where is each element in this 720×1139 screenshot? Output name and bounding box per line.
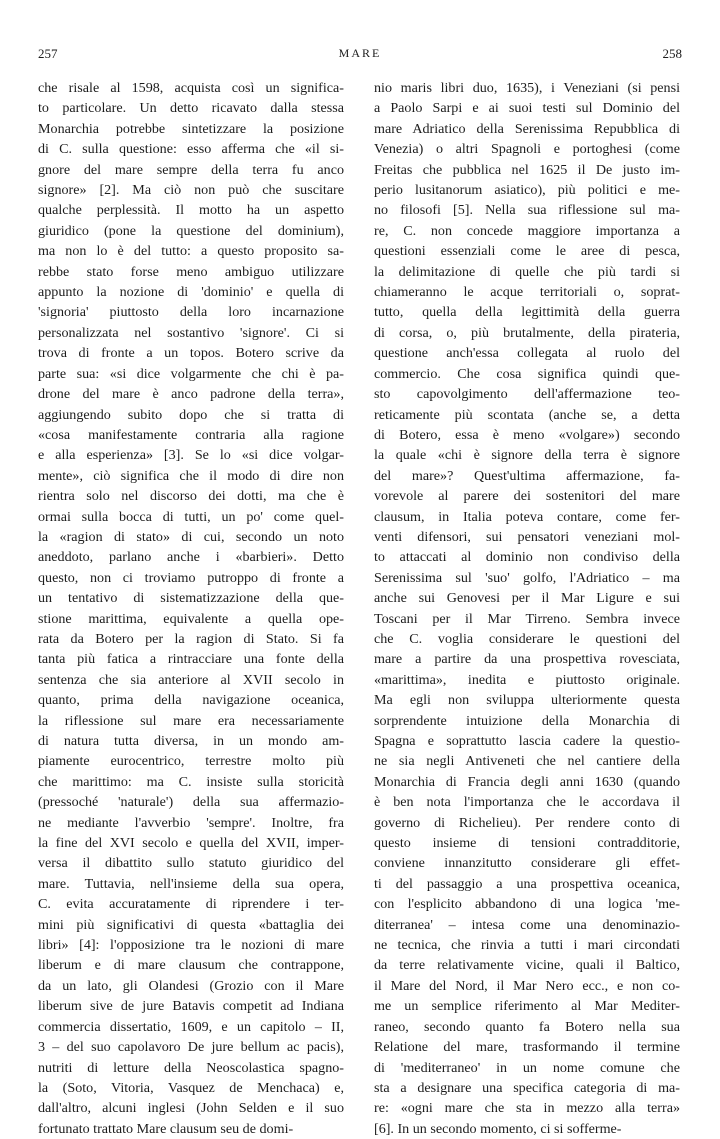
text-line: a Paolo Sarpi e ai suoi testi sul Dominio del (374, 100, 680, 117)
text-line: di Botero, essa è meno «volgare») secondo (374, 426, 680, 443)
text-line: fortunato trattato Mare clausum seu de domi- (38, 1120, 294, 1137)
text-line: vorevole al parere dei sostenitori del mare (374, 488, 680, 505)
text-line: è ben nota l'importanza che le accordava il (374, 794, 680, 811)
text-line: di corsa, o, più brutalmente, della pirateria, (374, 324, 680, 341)
text-line: venti difensori, sui pensatori veneziani mol- (374, 528, 680, 545)
text-line: la (Soto, Vitoria, Vasquez de Menchaca) e, (38, 1079, 344, 1096)
text-line: sentenza che sia anteriore al XVII secolo in (38, 671, 344, 688)
page-number-right: 258 (662, 46, 682, 61)
text-line: aneddoto, parlano anche i «barbieri». Detto (38, 549, 344, 566)
text-line: chiameranno le acque territoriali o, soprat- (374, 284, 680, 301)
running-header (38, 46, 682, 66)
text-line: signore» [2]. Ma ciò non può che suscitare (38, 182, 344, 199)
text-line: la riflessione sul mare era necessariamente (38, 712, 344, 729)
text-line: sto capovolgimento dell'affermazione teo- (374, 386, 680, 403)
text-line: Spagna e soprattutto lascia cadere la questio- (374, 733, 680, 749)
text-line: la quale «chi è signore della terra è signore (374, 447, 680, 464)
text-line: tutto, quella della legittimità della guerra (374, 304, 680, 321)
text-line: governo di Richelieu). Per rendere conto di (374, 814, 680, 831)
text-line: rientra solo nel discorso dei dotti, ma che è (38, 488, 344, 505)
text-line: Ma egli non sviluppa ulteriormente questa (374, 692, 680, 709)
text-line: stione marittima, equivalente a quella ope- (38, 610, 344, 627)
text-line: «marittima», inedita e piuttosto originale. (374, 671, 680, 688)
text-line: giuridico (pone la questione del dominium), (38, 222, 344, 239)
text-line: di C. sulla questione: esso afferma che «il si- (38, 141, 344, 158)
text-line: di 'mediterraneo' in un nome comune che (374, 1059, 680, 1076)
text-line: il Mare del Nord, il Mar Nero ecc., e non co- (374, 977, 680, 994)
text-line: appunto la nozione di 'dominio' e quella di (38, 284, 344, 301)
text-line: 'signoria' piuttosto della loro incarnazione (38, 304, 344, 321)
text-line: 3 – del suo capolavoro De jure bellum ac pacis), (38, 1039, 344, 1056)
text-line: commercio. Che cosa significa quindi que- (374, 365, 680, 382)
text-line: mare. Tuttavia, nell'insieme della sua opera, (38, 875, 344, 892)
text-line: gnore del mare sempre della terra fu anco (38, 161, 344, 178)
text-line: di natura tutta diversa, in un mondo am- (38, 733, 344, 749)
text-line: Monarchia potrebbe sintetizzare la posizione (38, 120, 344, 137)
text-line: questione anch'essa collegata al ruolo del (374, 345, 680, 362)
text-line: mare Adriatico della Serenissima Repubblica di (374, 120, 680, 137)
text-line: «cosa manifestamente contraria alla ragione (38, 426, 344, 443)
text-line: C. evita accuratamente di riprendere i ter- (38, 896, 344, 913)
text-line: diterranea' – intesa come una denominazio- (374, 916, 680, 933)
running-title: MARE (338, 46, 382, 60)
text-line: dall'altro, alcuni inglesi (John Selden e il suo (38, 1100, 344, 1117)
text-line: quanto, prima della navigazione oceanica, (38, 692, 344, 709)
text-line: rebbe stato forse meno ambiguo utilizzare (38, 263, 344, 280)
text-line: Toscani per il Mar Tirreno. Sembra invece (374, 610, 680, 627)
text-line: la «ragion di stato» di cui, secondo un noto (38, 528, 344, 545)
text-line: me un semplice riferimento al Mar Mediter- (374, 998, 680, 1015)
text-line: versa il dibattito sullo statuto giuridico del (38, 855, 344, 872)
text-line: da un lato, gli Olandesi (Grozio con il Mare (38, 977, 344, 994)
text-line: liberum sive de jure Batavis competit ad Indiana (38, 998, 344, 1015)
text-line: da terre relativamente vicine, quali il Baltico, (374, 957, 680, 974)
text-line: raneo, secondo quanto fa Botero nella sua (374, 1018, 680, 1035)
text-line: con l'esplicito abbandono di una logica 'me- (374, 896, 680, 913)
text-line: ne sia negli Antiveneti che nel cantiere della (374, 753, 680, 770)
text-line: che C. voglia considerare le questioni del (374, 630, 680, 647)
text-line: qualche perplessità. Il motto ha un aspetto (38, 202, 344, 219)
text-line: to attaccati al dominio non condiviso della (374, 549, 680, 566)
text-line: mente», ciò significa che il modo di dire non (38, 467, 344, 484)
text-line: rata da Botero per la ragion di Stato. Si fa (38, 630, 344, 647)
text-line: piamente eurocentrico, terrestre molto più (38, 753, 344, 770)
text-line: la fine del XVI secolo e quella del XVII, imper- (38, 835, 344, 852)
text-line: questioni essenziali come le aree di pesca, (374, 243, 680, 260)
text-line: parte sua: «si dice volgarmente che chi è pa- (38, 365, 344, 382)
text-line: nio maris libri duo, 1635), i Veneziani (si pensi (374, 80, 680, 96)
text-line: la delimitazione di quelle che più tardi si (374, 263, 680, 280)
text-line: conviene innanzitutto considerare gli effet- (374, 855, 680, 872)
text-line: ma non lo è del tutto: a questo proposito sa- (38, 243, 344, 260)
text-line: re: «ogni mare che sta in mezzo alla terra» (374, 1100, 680, 1117)
right-text-column (374, 78, 680, 1139)
text-line: (pressoché 'naturale') della sua affermazio- (38, 794, 344, 811)
text-line: ormai sulla bocca di tutti, un po' come quel- (38, 508, 344, 525)
text-line: Serenissima sul 'suo' golfo, l'Adriatico – ma (374, 569, 680, 586)
text-line: no filosofi [5]. Nella sua riflessione sul ma- (374, 202, 680, 219)
text-line: re, C. non concede maggiore importanza a (374, 222, 680, 239)
text-line: sta a designare una specifica categoria di ma- (374, 1079, 680, 1096)
text-line: del mare»? Quest'ultima affermazione, fa- (374, 467, 680, 484)
text-line: Monarchia di Francia degli anni 1630 (quando (374, 773, 680, 790)
text-line: trova di fronte a un topos. Botero scrive da (38, 345, 344, 362)
text-line: che marittimo: ma C. insiste sulla storicità (38, 773, 344, 790)
text-line: tanta più fatica a rintracciare una fonte della (38, 651, 344, 668)
text-line: Relatione del mare, trasformando il termine (374, 1039, 680, 1056)
text-line: nutriti di letture della Neoscolastica spagno- (38, 1059, 344, 1076)
text-line: che risale al 1598, acquista così un significa- (38, 80, 344, 96)
text-line: questo insieme di tensioni contradditorie, (374, 835, 680, 852)
page-number-left: 257 (38, 46, 58, 61)
text-line: Venezia) o altri Spagnoli e portoghesi (come (374, 141, 680, 158)
text-line: liberum e di mare clausum che contrappone, (38, 957, 344, 974)
text-line: mini più significativi di questa «battaglia dei (38, 916, 344, 933)
text-line: sorprendente intuizione della Monarchia di (374, 712, 680, 729)
text-line: commercia dissertatio, 1609, e un capitolo – II, (38, 1018, 344, 1035)
text-line: questo, non ci troviamo putroppo di fronte a (38, 569, 344, 586)
text-line: to particolare. Un detto ricavato dalla stessa (38, 100, 344, 117)
text-line: e alla esperienza» [3]. Se lo «si dice volgar- (38, 447, 344, 464)
text-line: ti del passaggio a una prospettiva oceanica, (374, 875, 680, 892)
text-line: aggiungendo subito dopo che si tratta di (38, 406, 344, 423)
text-line: libri» [4]: l'opposizione tra le nozioni di mare (38, 937, 344, 954)
text-line: clausum, in Italia poteva contare, come fer- (374, 508, 680, 525)
text-line: anche sui Genovesi per il Mar Ligure e sui (374, 590, 680, 607)
text-line: drone del mare è anco padrone della terra», (38, 386, 344, 403)
text-line: Freitas che pubblica nel 1625 il De justo im- (374, 161, 680, 178)
text-line: [6]. In un secondo momento, ci si sofferme- (374, 1120, 622, 1137)
text-line: reticamente più scontata (anche se, a detta (374, 406, 680, 423)
text-line: ne mediante l'avverbio 'sempre'. Inoltre, fra (38, 814, 344, 831)
text-line: ne tecnica, che rinvia a tutti i mari circondati (374, 937, 680, 954)
left-text-column (38, 78, 344, 1139)
text-line: un tentativo di sistematizzazione della que- (38, 590, 344, 607)
text-line: mare a partire da una prospettiva rovesciata, (374, 651, 680, 668)
text-line: perio lusitanorum asiatico), più politici e me- (374, 182, 680, 199)
text-line: personalizzata nel sostantivo 'signore'. Ci si (38, 324, 344, 341)
